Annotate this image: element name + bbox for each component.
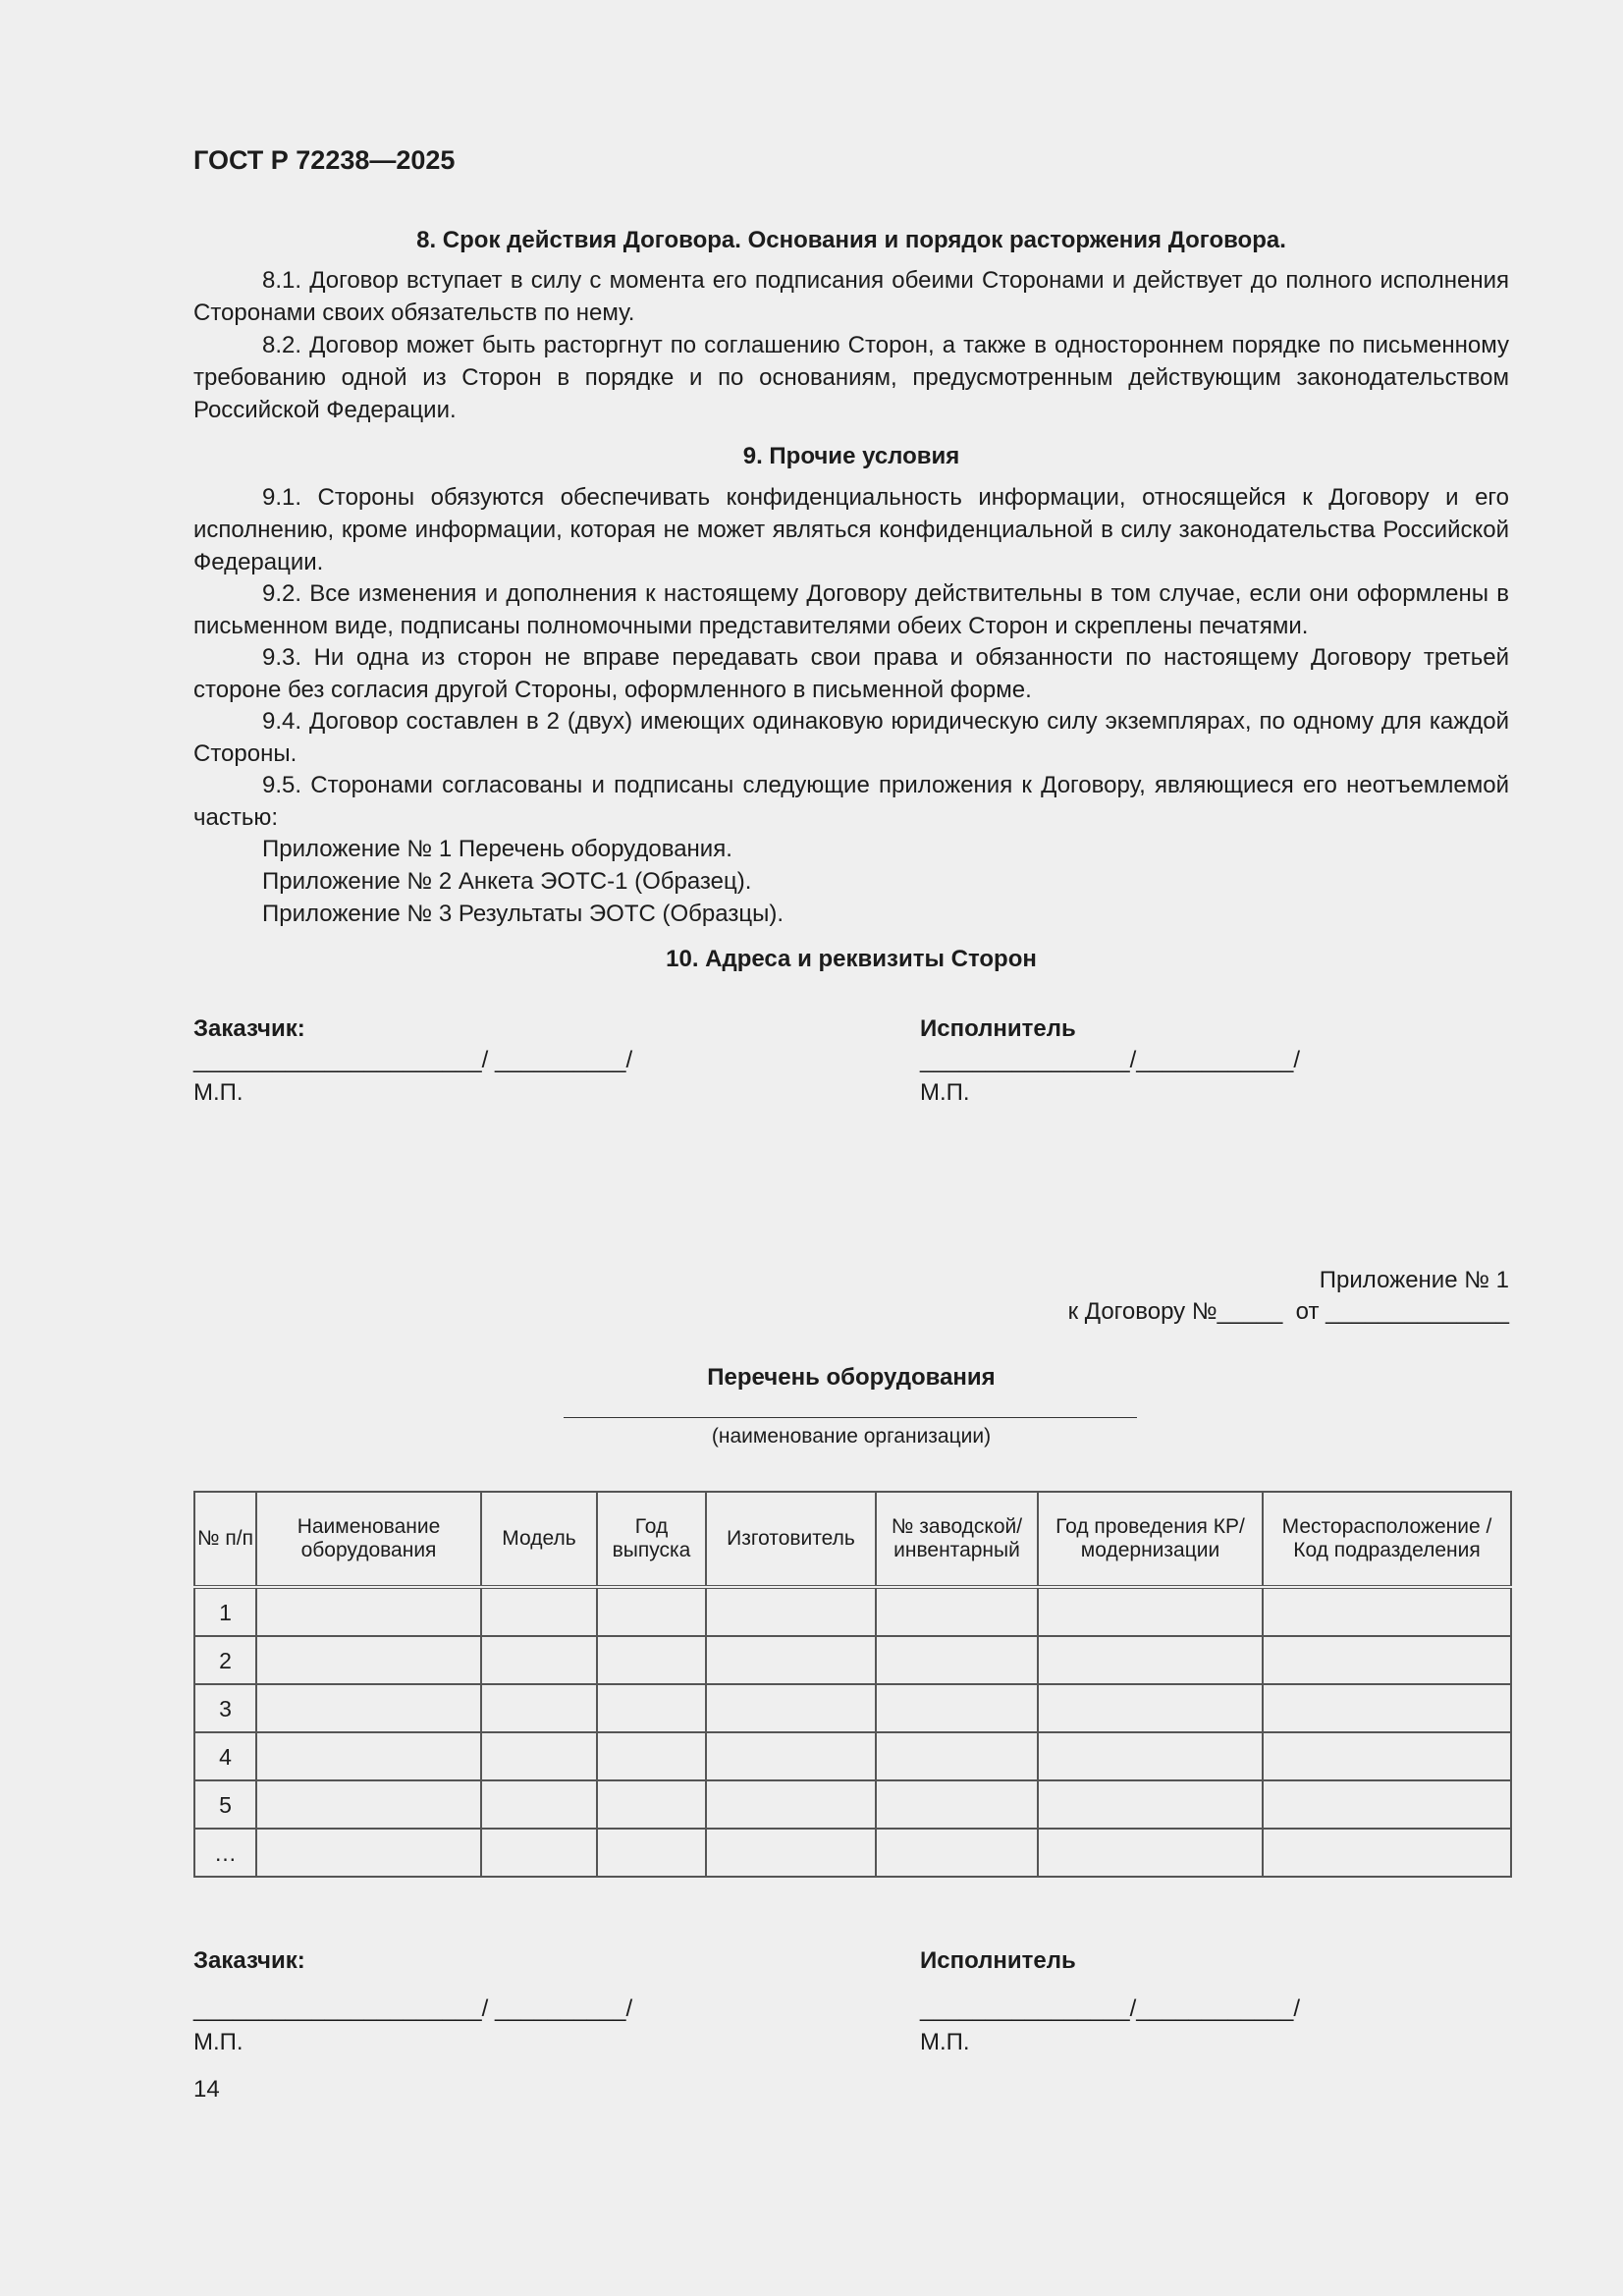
table-cell xyxy=(706,1587,876,1636)
table-cell xyxy=(706,1684,876,1732)
row-number-cell: 1 xyxy=(194,1587,256,1636)
table-cell xyxy=(1038,1780,1263,1829)
table-cell xyxy=(1038,1732,1263,1780)
column-header-location: Месторасположение / Код подразделения xyxy=(1263,1492,1511,1587)
table-cell xyxy=(1263,1780,1511,1829)
table-cell xyxy=(706,1636,876,1684)
table-cell xyxy=(481,1829,597,1877)
appendix-list-item: Приложение № 2 Анкета ЭОТС-1 (Образец). xyxy=(262,868,752,895)
table-cell xyxy=(597,1829,706,1877)
table-cell xyxy=(876,1636,1038,1684)
contractor-signature-line: ________________/____________/ xyxy=(920,1047,1301,1073)
table-cell xyxy=(256,1587,481,1636)
column-header-serial-number: № заводской/ инвентарный xyxy=(876,1492,1038,1587)
table-cell xyxy=(876,1684,1038,1732)
appendix-contract-reference: к Договору №_____ от ______________ xyxy=(1067,1298,1509,1325)
column-header-model: Модель xyxy=(481,1492,597,1587)
table-cell xyxy=(1263,1636,1511,1684)
table-cell xyxy=(481,1780,597,1829)
customer-signature-line: ______________________/ __________/ xyxy=(193,1047,633,1073)
customer-stamp-mark: М.П. xyxy=(193,2029,243,2055)
table-header-row xyxy=(194,1492,1511,1587)
table-row xyxy=(194,1732,1511,1780)
table-cell xyxy=(256,1732,481,1780)
column-header-number: № п/п xyxy=(194,1492,256,1587)
table-cell xyxy=(706,1780,876,1829)
table-cell xyxy=(597,1636,706,1684)
paragraph-9-1: 9.1. Стороны обязуются обеспечивать конфиденциальность информации, относящейся к Договору и его исполнению, кроме информации, которая не может являться конфиденциальной в силу законодательства Российской Федерации. xyxy=(193,484,1509,575)
table-cell xyxy=(1038,1684,1263,1732)
appendix-list-item: Приложение № 1 Перечень оборудования. xyxy=(262,836,732,862)
table-cell xyxy=(481,1587,597,1636)
table-row xyxy=(194,1780,1511,1829)
appendix-list-item: Приложение № 3 Результаты ЭОТС (Образцы). xyxy=(262,901,784,927)
column-header-overhaul-year: Год проведения КР/ модернизации xyxy=(1038,1492,1263,1587)
table-cell xyxy=(1038,1829,1263,1877)
table-cell xyxy=(706,1829,876,1877)
table-row xyxy=(194,1587,1511,1636)
paragraph-8-1: 8.1. Договор вступает в силу с момента его подписания обеими Сторонами и действует до полного исполнения Сторонами своих обязательств по нему. xyxy=(193,267,1509,326)
row-number-cell: … xyxy=(194,1829,256,1877)
table-row xyxy=(194,1636,1511,1684)
table-cell xyxy=(1263,1587,1511,1636)
table-cell xyxy=(597,1587,706,1636)
paragraph-8-2: 8.2. Договор может быть расторгнут по соглашению Сторон, а также в одностороннем порядке по письменному требованию одной из Сторон в порядке и по основаниям, предусмотренным действующим законодательством Российской Федерации. xyxy=(193,332,1509,423)
column-header-manufacturer: Изготовитель xyxy=(706,1492,876,1587)
customer-stamp-mark: М.П. xyxy=(193,1079,243,1106)
table-cell xyxy=(1263,1732,1511,1780)
table-cell xyxy=(481,1684,597,1732)
table-cell xyxy=(597,1684,706,1732)
paragraph-9-5: 9.5. Сторонами согласованы и подписаны следующие приложения к Договору, являющиеся его неотъемлемой частью: xyxy=(193,772,1509,831)
table-row xyxy=(194,1684,1511,1732)
row-number-cell: 4 xyxy=(194,1732,256,1780)
section-10-heading: 10. Адреса и реквизиты Сторон xyxy=(666,946,1037,972)
paragraph-9-4: 9.4. Договор составлен в 2 (двух) имеющих одинаковую юридическую силу экземплярах, по одному для каждой Стороны. xyxy=(193,708,1509,767)
table-cell xyxy=(1038,1636,1263,1684)
row-number-cell: 2 xyxy=(194,1636,256,1684)
table-cell xyxy=(597,1732,706,1780)
contractor-stamp-mark: М.П. xyxy=(920,1079,970,1106)
paragraph-9-3: 9.3. Ни одна из сторон не вправе передавать свои права и обязанности по настоящему Договору третьей стороне без согласия другой Стороны, оформленного в письменной форме. xyxy=(193,644,1509,703)
customer-label: Заказчик: xyxy=(193,1015,305,1042)
table-cell xyxy=(481,1732,597,1780)
column-header-year: Год выпуска xyxy=(597,1492,706,1587)
organization-caption: (наименование организации) xyxy=(711,1425,992,1448)
table-cell xyxy=(256,1684,481,1732)
table-row xyxy=(194,1829,1511,1877)
appendix-title: Перечень оборудования xyxy=(707,1364,996,1391)
section-9-heading: 9. Прочие условия xyxy=(742,443,960,469)
section-8-heading: 8. Срок действия Договора. Основания и порядок расторжения Договора. xyxy=(416,227,1286,253)
organization-name-line xyxy=(564,1417,1137,1418)
row-number-cell: 3 xyxy=(194,1684,256,1732)
contractor-label: Исполнитель xyxy=(920,1947,1076,1974)
table-cell xyxy=(706,1732,876,1780)
table-cell xyxy=(597,1780,706,1829)
row-number-cell: 5 xyxy=(194,1780,256,1829)
contractor-label: Исполнитель xyxy=(920,1015,1076,1042)
table-cell xyxy=(256,1829,481,1877)
table-cell xyxy=(1038,1587,1263,1636)
table-cell xyxy=(256,1780,481,1829)
paragraph-9-2: 9.2. Все изменения и дополнения к настоящему Договору действительны в том случае, если они оформлены в письменном виде, подписаны полномочными представителями обеих Сторон и скреплены печатями. xyxy=(193,580,1509,639)
table-cell xyxy=(876,1780,1038,1829)
contractor-signature-line: ________________/____________/ xyxy=(920,1995,1301,2022)
contractor-stamp-mark: М.П. xyxy=(920,2029,970,2055)
table-cell xyxy=(876,1829,1038,1877)
table-cell xyxy=(256,1636,481,1684)
customer-signature-line: ______________________/ __________/ xyxy=(193,1995,633,2022)
customer-label: Заказчик: xyxy=(193,1947,305,1974)
table-cell xyxy=(1263,1684,1511,1732)
column-header-equipment-name: Наименование оборудования xyxy=(256,1492,481,1587)
equipment-table xyxy=(193,1491,1512,1878)
page-number: 14 xyxy=(193,2076,220,2103)
table-cell xyxy=(1263,1829,1511,1877)
table-cell xyxy=(876,1587,1038,1636)
table-cell xyxy=(876,1732,1038,1780)
document-code: ГОСТ Р 72238—2025 xyxy=(193,145,456,175)
appendix-number: Приложение № 1 xyxy=(1319,1267,1509,1293)
table-cell xyxy=(481,1636,597,1684)
